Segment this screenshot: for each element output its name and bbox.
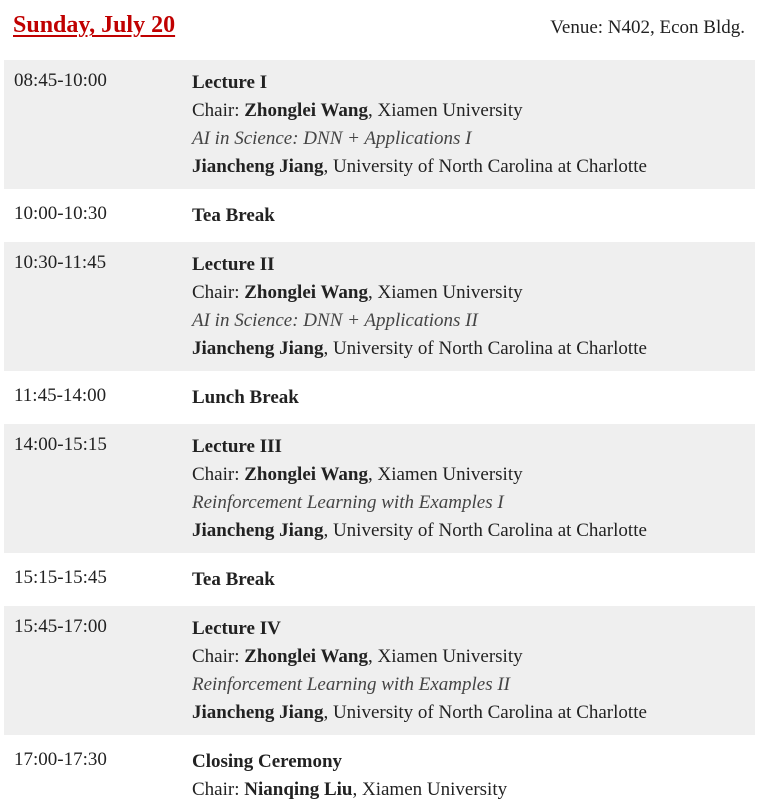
session-content [192,69,755,181]
chair-name: Zhonglei Wang [244,464,368,485]
day-title: Sunday, July 20 [13,12,176,38]
session-row-lecture-4 [4,606,755,735]
session-row-lecture-2 [4,242,755,371]
session-time: 10:30-11:45 [14,252,107,273]
chair-prefix: Chair: [192,646,245,667]
session-row-closing-ceremony [4,739,755,812]
session-row-lunch-break [4,375,755,420]
session-title: Lecture I [192,72,268,93]
session-content [192,615,755,727]
session-content [192,433,755,545]
schedule-header [13,8,753,44]
speaker-affiliation: , University of North Carolina at Charlotte [323,520,647,541]
chair-prefix: Chair: [192,464,245,485]
session-speaker [192,517,755,545]
session-time: 15:45-17:00 [14,616,107,637]
session-time: 08:45-10:00 [14,70,107,91]
session-title: Lunch Break [192,387,299,408]
session-content [192,748,755,804]
session-title: Lecture III [192,436,282,457]
speaker-name: Jiancheng Jiang [192,702,324,723]
session-title: Lecture II [192,254,275,275]
speaker-affiliation: , University of North Carolina at Charlotte [323,338,647,359]
session-chair [192,461,755,489]
session-time: 11:45-14:00 [14,385,107,406]
session-topic: Reinforcement Learning with Examples I [192,492,504,513]
session-chair [192,97,755,125]
session-topic: AI in Science: DNN + Applications I [192,128,472,149]
session-chair [192,776,755,804]
chair-prefix: Chair: [192,100,245,121]
session-time: 14:00-15:15 [14,434,107,455]
session-title: Closing Ceremony [192,751,343,772]
session-topic: Reinforcement Learning with Examples II [192,674,511,695]
session-row-tea-break-2 [4,557,755,602]
session-row-lecture-3 [4,424,755,553]
chair-affiliation: , Xiamen University [352,779,508,800]
session-chair [192,643,755,671]
chair-prefix: Chair: [192,282,245,303]
speaker-affiliation: , University of North Carolina at Charlotte [323,156,647,177]
chair-prefix: Chair: [192,779,245,800]
session-speaker [192,153,755,181]
schedule-table [4,60,755,812]
session-speaker [192,335,755,363]
session-content [192,202,755,230]
session-content [192,384,755,412]
session-topic: AI in Science: DNN + Applications II [192,310,478,331]
session-title: Tea Break [192,569,275,590]
session-time: 15:15-15:45 [14,567,107,588]
speaker-name: Jiancheng Jiang [192,520,324,541]
session-content [192,566,755,594]
session-row-tea-break-1 [4,193,755,238]
chair-affiliation: , Xiamen University [367,464,523,485]
session-time: 17:00-17:30 [14,749,107,770]
session-title: Lecture IV [192,618,281,639]
session-speaker [192,699,755,727]
chair-name: Zhonglei Wang [244,100,368,121]
session-title: Tea Break [192,205,275,226]
chair-affiliation: , Xiamen University [367,646,523,667]
chair-name: Zhonglei Wang [244,282,368,303]
session-time: 10:00-10:30 [14,203,107,224]
session-chair [192,279,755,307]
speaker-name: Jiancheng Jiang [192,338,324,359]
chair-affiliation: , Xiamen University [367,282,523,303]
chair-name: Nianqing Liu [244,779,353,800]
venue-label: Venue: N402, Econ Bldg. [550,17,745,38]
speaker-affiliation: , University of North Carolina at Charlotte [323,702,647,723]
chair-affiliation: , Xiamen University [367,100,523,121]
session-row-lecture-1 [4,60,755,189]
speaker-name: Jiancheng Jiang [192,156,324,177]
session-content [192,251,755,363]
chair-name: Zhonglei Wang [244,646,368,667]
